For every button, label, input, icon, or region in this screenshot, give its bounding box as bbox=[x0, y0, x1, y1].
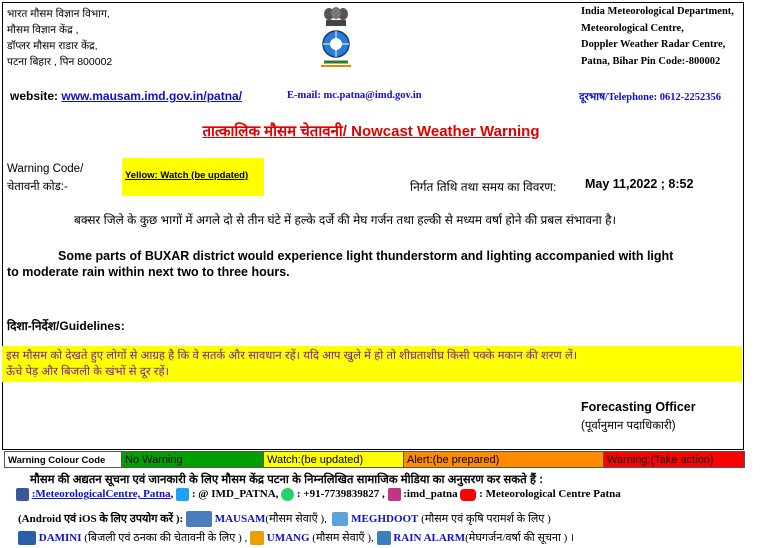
legend-label: Warning Colour Code bbox=[4, 451, 122, 468]
warning-code-badge bbox=[122, 158, 264, 196]
website-row bbox=[10, 89, 242, 103]
header-right-line: Doppler Weather Radar Centre, bbox=[581, 39, 726, 50]
legend-no-warning: No Warning bbox=[122, 451, 264, 468]
header-left-line: भारत मौसम विज्ञान विभाग, bbox=[7, 8, 110, 20]
header-right-line: Patna, Bihar Pin Code:-800002 bbox=[581, 55, 721, 67]
email-text: E-mail: mc.patna@imd.gov.in bbox=[287, 90, 422, 101]
header-left-line: मौसम विज्ञान केंद्र , bbox=[7, 24, 79, 36]
header-left-hindi bbox=[7, 6, 112, 70]
telephone-text: दूरभाष/Telephone: 0612-2252356 bbox=[579, 92, 722, 103]
page-title: तात्कालिक मौसम चेतावनी/ Nowcast Weather Warning bbox=[202, 123, 540, 140]
legend-watch: Watch:(be updated) bbox=[264, 451, 404, 468]
instagram-handle: :imd_patna bbox=[403, 488, 458, 501]
officer-title: Forecasting Officer bbox=[581, 400, 696, 414]
header-right-line: India Meteorological Department, bbox=[581, 6, 734, 17]
header-left-line: पटना बिहार , पिन 800002 bbox=[7, 56, 113, 68]
mausam-app-name: MAUSAM bbox=[214, 513, 266, 525]
header-left-line: डॉप्लर मौसम राडार केंद्र, bbox=[7, 40, 98, 52]
mausam-app-desc: (मौसम सेवाएँ ), bbox=[265, 513, 327, 525]
national-emblem-logo bbox=[318, 6, 354, 70]
rain-alarm-app-icon bbox=[377, 531, 391, 545]
apps-row-2 bbox=[18, 530, 574, 545]
social-row: :MeteorologicalCentre, Patna, : @ IMD_PATNA, : +91-7739839827 , :imd_patna : Meteorological Centre Patna bbox=[16, 488, 621, 501]
warning-text-english-2: to moderate rain within next two to three hours. bbox=[7, 265, 290, 279]
damini-app-desc: (बिजली एवं ठनका की चेतावनी के लिए ) , bbox=[84, 532, 248, 544]
umang-app-name: UMANG bbox=[266, 532, 310, 544]
warning-text-hindi: बक्सर जिले के कुछ भागों में अगले दो से तीन घंटे में हल्के दर्जे की मेघ गर्जन तथा हल्की से मध्यम वर्षा होने की प्रबल संभावना है। bbox=[74, 213, 617, 227]
warning-text-english-1: Some parts of BUXAR district would experience light thunderstorm and lighting accompanied with light bbox=[58, 249, 674, 263]
warning-code-value: Yellow: Watch (be updated) bbox=[125, 170, 249, 181]
guidelines-heading: दिशा-निर्देश/Guidelines: bbox=[7, 319, 125, 333]
footer-intro: मौसम की अद्यतन सूचना एवं जानकारी के लिए मौसम केंद्र पटना के निम्नलिखित सामाजिक मीडिया का अनुसरण कर सकते हैं : bbox=[30, 474, 544, 486]
meghdoot-app-name: MEGHDOOT bbox=[351, 513, 419, 525]
legend-warning: Warning:(Take action) bbox=[604, 451, 745, 468]
guidelines-box bbox=[2, 346, 742, 382]
whatsapp-icon bbox=[281, 488, 294, 501]
apps-prefix: (Android एवं iOS के लिए उपयोग करें ): bbox=[18, 513, 184, 525]
umang-app-desc: (मौसम सेवाएँ ), bbox=[312, 532, 374, 544]
umang-app-icon bbox=[250, 531, 264, 545]
warning-code-label-en: Warning Code/ bbox=[7, 163, 84, 175]
guidelines-line: ऊँचे पेड़ और बिजली के खंभों से दूर रहें। bbox=[6, 366, 169, 378]
facebook-icon bbox=[16, 488, 29, 501]
legend-alert: Alert:(be prepared) bbox=[404, 451, 604, 468]
twitter-icon bbox=[176, 488, 189, 501]
youtube-channel: : Meteorological Centre Patna bbox=[479, 488, 621, 501]
whatsapp-number: : +91-7739839827 , bbox=[296, 488, 385, 501]
issue-time-label: निर्गत तिथि तथा समय का विवरण: bbox=[410, 180, 557, 194]
warning-code-label bbox=[7, 160, 83, 196]
mausam-app-icon bbox=[186, 511, 212, 527]
officer-hindi: (पूर्वानुमान पदाधिकारी) bbox=[581, 420, 676, 432]
rain-alarm-app-desc: (मेघगर्जन/वर्षा की सूचना ) । bbox=[465, 532, 575, 544]
guidelines-line: इस मौसम को देखते हुए लोगों से आग्रह है कि वे सतर्क और सावधान रहें। यदि आप खुले में हो तो शीघ्रताशीघ्र किसी पक्के मकान की शरण लें। bbox=[6, 350, 578, 362]
warning-colour-legend bbox=[4, 451, 745, 468]
website-link[interactable]: www.mausam.imd.gov.in/patna/ bbox=[61, 89, 243, 103]
facebook-link[interactable]: :MeteorologicalCentre, Patna bbox=[31, 488, 171, 501]
header-right-english bbox=[581, 4, 734, 70]
website-label: website: bbox=[10, 89, 59, 103]
damini-app-icon bbox=[18, 531, 36, 545]
meghdoot-app-desc: (मौसम एवं कृषि परामर्श के लिए ) bbox=[421, 513, 551, 525]
apps-row-1 bbox=[18, 511, 551, 527]
header-right-line: Meteorological Centre, bbox=[581, 22, 684, 34]
issue-time-value: May 11,2022 ; 8:52 bbox=[585, 177, 694, 191]
damini-app-name: DAMINI bbox=[38, 532, 82, 544]
instagram-icon bbox=[388, 488, 401, 501]
twitter-handle: : @ IMD_PATNA, bbox=[191, 488, 279, 501]
youtube-icon bbox=[460, 489, 476, 501]
warning-code-label-hi: चेतावनी कोड:- bbox=[7, 181, 68, 193]
meghdoot-app-icon bbox=[332, 512, 348, 526]
rain-alarm-app-name: RAIN ALARM bbox=[393, 532, 466, 544]
